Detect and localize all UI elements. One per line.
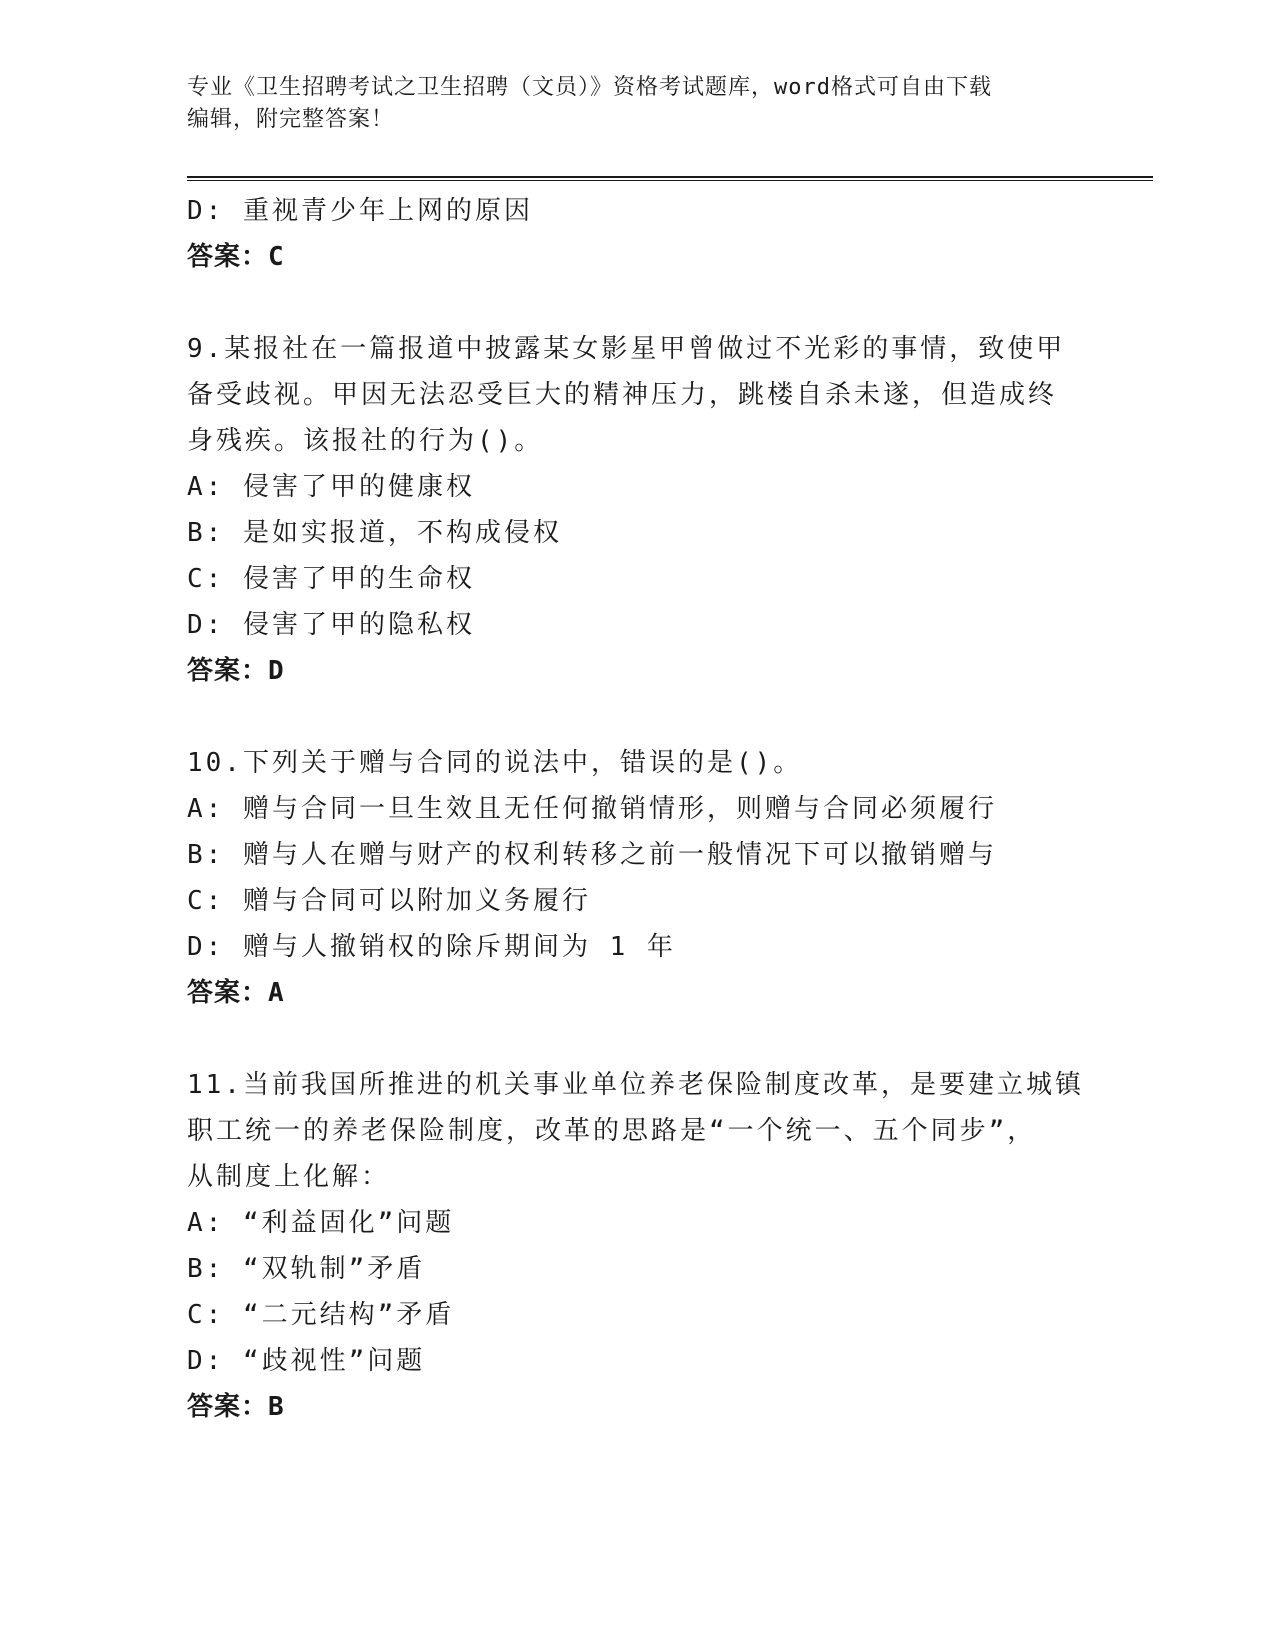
option-b: B: 赠与人在赠与财产的权利转移之前一般情况下可以撤销赠与 [187, 840, 997, 870]
previous-question-tail [187, 188, 1087, 280]
document-body [187, 188, 1087, 1430]
option-c: C: 侵害了甲的生命权 [187, 564, 475, 594]
option-b: B: “双轨制”矛盾 [187, 1254, 426, 1284]
answer-line: 答案：D [187, 656, 285, 686]
question-stem-line: 9.某报社在一篇报道中披露某女影星甲曾做过不光彩的事情，致使甲 [187, 334, 1066, 364]
answer-line: 答案：C [187, 242, 285, 272]
option-c: C: 赠与合同可以附加义务履行 [187, 886, 591, 916]
question-stem-line: 从制度上化解： [187, 1162, 391, 1192]
header-line-1: 专业《卫生招聘考试之卫生招聘（文员）》资格考试题库，word格式可自由下载 [187, 75, 992, 100]
option-b: B: 是如实报道，不构成侵权 [187, 518, 562, 548]
question-stem-line: 身残疾。该报社的行为()。 [187, 426, 544, 456]
answer-line: 答案：A [187, 978, 285, 1008]
answer-line: 答案：B [187, 1392, 285, 1422]
header-line-2: 编辑，附完整答案！ [187, 107, 395, 132]
option-a: A: “利益固化”问题 [187, 1208, 455, 1238]
question-10 [187, 740, 1087, 1016]
question-11 [187, 1062, 1087, 1430]
question-stem-line: 10.下列关于赠与合同的说法中，错误的是()。 [187, 748, 803, 778]
question-stem-line: 11.当前我国所推进的机关事业单位养老保险制度改革，是要建立城镇 [187, 1070, 1084, 1100]
option-a: A: 侵害了甲的健康权 [187, 472, 475, 502]
page-header [187, 72, 1087, 136]
question-stem-line: 备受歧视。甲因无法忍受巨大的精神压力，跳楼自杀未遂，但造成终 [187, 380, 1058, 410]
question-9 [187, 326, 1087, 694]
option-d: D: 重视青少年上网的原因 [187, 196, 533, 226]
header-divider [187, 176, 1153, 181]
option-a: A: 赠与合同一旦生效且无任何撤销情形，则赠与合同必须履行 [187, 794, 997, 824]
option-d: D: “歧视性”问题 [187, 1346, 426, 1376]
question-stem-line: 职工统一的养老保险制度，改革的思路是“一个统一、五个同步”， [187, 1116, 1037, 1146]
option-d: D: 侵害了甲的隐私权 [187, 610, 475, 640]
option-d: D: 赠与人撤销权的除斥期间为 1 年 [187, 932, 676, 962]
option-c: C: “二元结构”矛盾 [187, 1300, 455, 1330]
